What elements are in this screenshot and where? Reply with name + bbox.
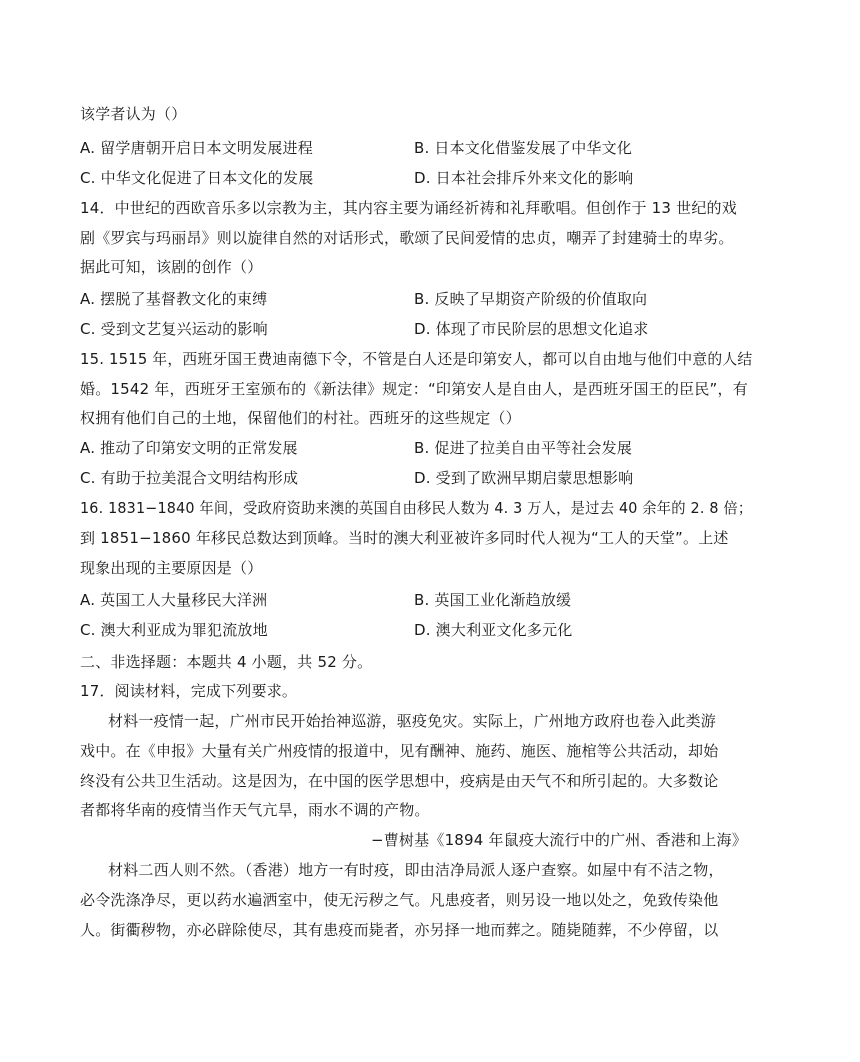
q15-stem-line-1: 15. 1515 年，西班牙国王费迪南德下令，不管是白人还是印第安人，都可以自由地与他们中意的人结	[80, 350, 753, 368]
material-two-line-3: 人。街衢秽物，亦必辟除使尽，其有患疫而毙者，亦另择一地而葬之。随毙随葬，不少停留，以	[80, 921, 719, 939]
q15-stem-line-3: 权拥有他们自己的土地，保留他们的村社。西班牙的这些规定（）	[80, 409, 521, 427]
q16-option-d: D. 澳大利亚文化多元化	[414, 621, 573, 639]
material-one-line-2: 戏中。在《申报》大量有关广州疫情的报道中，见有酬神、施药、施医、施棺等公共活动，却始	[80, 742, 719, 760]
q15-option-b: B. 促进了拉美自由平等社会发展	[414, 439, 633, 457]
q17-stem: 17．阅读材料，完成下列要求。	[80, 682, 298, 700]
material-one-line-4: 者都将华南的疫情当作天气亢旱，雨水不调的产物。	[80, 801, 430, 819]
q14-option-a: A. 摆脱了基督教文化的束缚	[80, 290, 268, 308]
material-one-source: −曹树基《1894 年鼠疫大流行中的广州、香港和上海》	[371, 831, 747, 849]
q15-option-c: C. 有助于拉美混合文明结构形成	[80, 469, 299, 487]
material-two-line-1: 材料二西人则不然。（香港）地方一有时疫，即由洁净局派人逐户查察。如屋中有不洁之物，	[108, 861, 724, 879]
q16-option-c: C. 澳大利亚成为罪犯流放地	[80, 621, 268, 639]
q14-option-c: C. 受到文艺复兴运动的影响	[80, 320, 268, 338]
material-one-line-3: 终没有公共卫生活动。这是因为，在中国的医学思想中，疫病是由天气不和所引起的。大多数论	[80, 772, 719, 790]
material-one-line-1: 材料一疫情一起，广州市民开始抬神巡游，驱疫免灾。实际上，广州地方政府也卷入此类游	[108, 712, 717, 730]
q14-option-d: D. 体现了市民阶层的思想文化追求	[414, 320, 649, 338]
section-two-heading: 二、非选择题：本题共 4 小题，共 52 分。	[80, 653, 373, 671]
q16-stem-line-2: 到 1851−1860 年移民总数达到顶峰。当时的澳大利亚被许多同时代人视为“工人的天堂”。上述	[80, 529, 729, 547]
q14-stem-line-2: 剧《罗宾与玛丽昂》则以旋律自然的对话形式，歌颂了民间爱情的忠贞，嘲弄了封建骑士的卑劣。	[80, 229, 734, 247]
material-two-line-2: 必令洗涤净尽，更以药水遍洒室中，使无污秽之气。凡患疫者，则另设一地以处之，免致传染他	[80, 891, 719, 909]
q14-stem-line-3: 据此可知，该剧的创作（）	[80, 258, 263, 276]
q13-option-d: D. 日本社会排斥外来文化的影响	[414, 169, 634, 187]
q13-option-b: B. 日本文化借鉴发展了中华文化	[414, 139, 633, 157]
q15-option-a: A. 推动了印第安文明的正常发展	[80, 439, 298, 457]
q16-stem-line-1: 16. 1831−1840 年间，受政府资助来澳的英国自由移民人数为 4. 3 万人，是过去 40 余年的 2. 8 倍；	[80, 499, 753, 517]
q13-option-c: C. 中华文化促进了日本文化的发展	[80, 169, 314, 187]
q14-option-b: B. 反映了早期资产阶级的价值取向	[414, 290, 648, 308]
q13-stem-line: 该学者认为（）	[80, 105, 187, 123]
q16-option-b: B. 英国工业化渐趋放缓	[414, 591, 572, 609]
q16-stem-line-3: 现象出现的主要原因是（）	[80, 559, 263, 577]
q13-option-a: A. 留学唐朝开启日本文明发展进程	[80, 139, 313, 157]
q14-stem-line-1: 14．中世纪的西欧音乐多以宗教为主，其内容主要为诵经祈祷和礼拜歌唱。但创作于 13 世纪的戏	[80, 199, 737, 217]
q16-option-a: A. 英国工人大量移民大洋洲	[80, 591, 268, 609]
q15-stem-line-2: 婚。1542 年，西班牙王室颁布的《新法律》规定：“印第安人是自由人，是西班牙国王的臣民”，有	[80, 380, 748, 398]
q15-option-d: D. 受到了欧洲早期启蒙思想影响	[414, 469, 634, 487]
